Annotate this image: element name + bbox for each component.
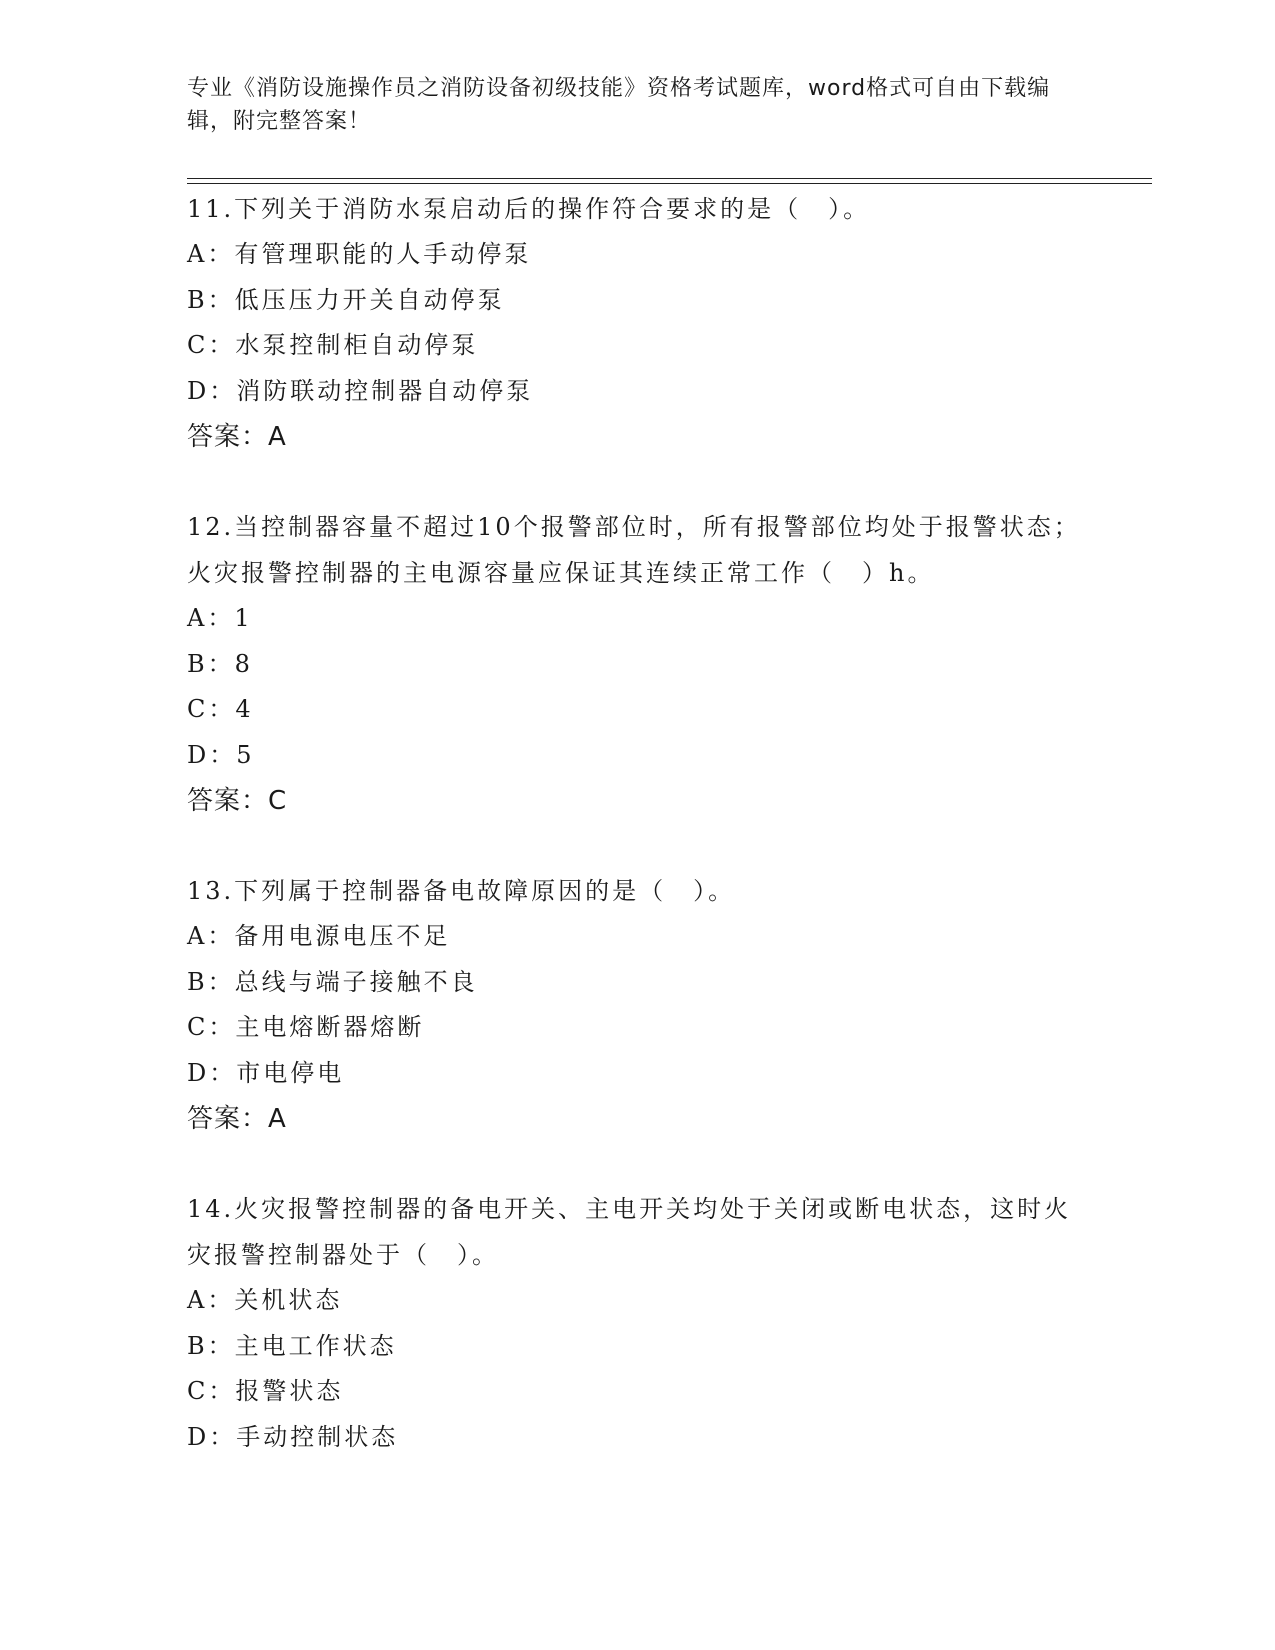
question-stem: 14.火灾报警控制器的备电开关、主电开关均处于关闭或断电状态，这时火灾报警控制器处于（ ）。 bbox=[187, 1195, 1072, 1269]
question-14 bbox=[187, 1186, 1087, 1460]
question-13 bbox=[187, 868, 1087, 1142]
option-d: D：市电停电 bbox=[187, 1058, 345, 1087]
option-d: D：手动控制状态 bbox=[187, 1422, 399, 1451]
question-stem: 12.当控制器容量不超过10个报警部位时，所有报警部位均处于报警状态；火灾报警控制器的主电源容量应保证其连续正常工作（ ）h。 bbox=[187, 513, 1081, 587]
option-a: A：1 bbox=[187, 604, 253, 632]
option-c: C：主电熔断器熔断 bbox=[187, 1013, 425, 1041]
answer-line: 答案：C bbox=[187, 786, 288, 816]
header-divider-bottom bbox=[187, 183, 1152, 184]
question-stem: 11.下列关于消防水泵启动后的操作符合要求的是（ ）。 bbox=[187, 195, 871, 223]
question-list bbox=[187, 186, 1087, 1460]
answer-line: 答案：A bbox=[187, 1104, 287, 1134]
option-b: B：低压压力开关自动停泵 bbox=[187, 285, 505, 314]
question-stem: 13.下列属于控制器备电故障原因的是（ ）。 bbox=[187, 877, 736, 905]
option-a: A：有管理职能的人手动停泵 bbox=[187, 240, 532, 268]
question-12 bbox=[187, 504, 1087, 824]
option-b: B：8 bbox=[187, 649, 253, 678]
option-a: A：备用电源电压不足 bbox=[187, 922, 451, 950]
answer-line: 答案：A bbox=[187, 422, 287, 452]
option-b: B：总线与端子接触不良 bbox=[187, 967, 478, 996]
option-c: C：4 bbox=[187, 695, 254, 723]
header-divider-top bbox=[187, 178, 1152, 179]
option-a: A：关机状态 bbox=[187, 1286, 343, 1314]
option-c: C：报警状态 bbox=[187, 1377, 344, 1405]
option-d: D：5 bbox=[187, 740, 255, 769]
option-b: B：主电工作状态 bbox=[187, 1331, 397, 1360]
option-c: C：水泵控制柜自动停泵 bbox=[187, 331, 479, 359]
document-title: 专业《消防设施操作员之消防设备初级技能》资格考试题库，word格式可自由下载编辑，附完整答案！ bbox=[187, 76, 1051, 134]
question-11 bbox=[187, 186, 1087, 460]
option-d: D：消防联动控制器自动停泵 bbox=[187, 376, 534, 405]
